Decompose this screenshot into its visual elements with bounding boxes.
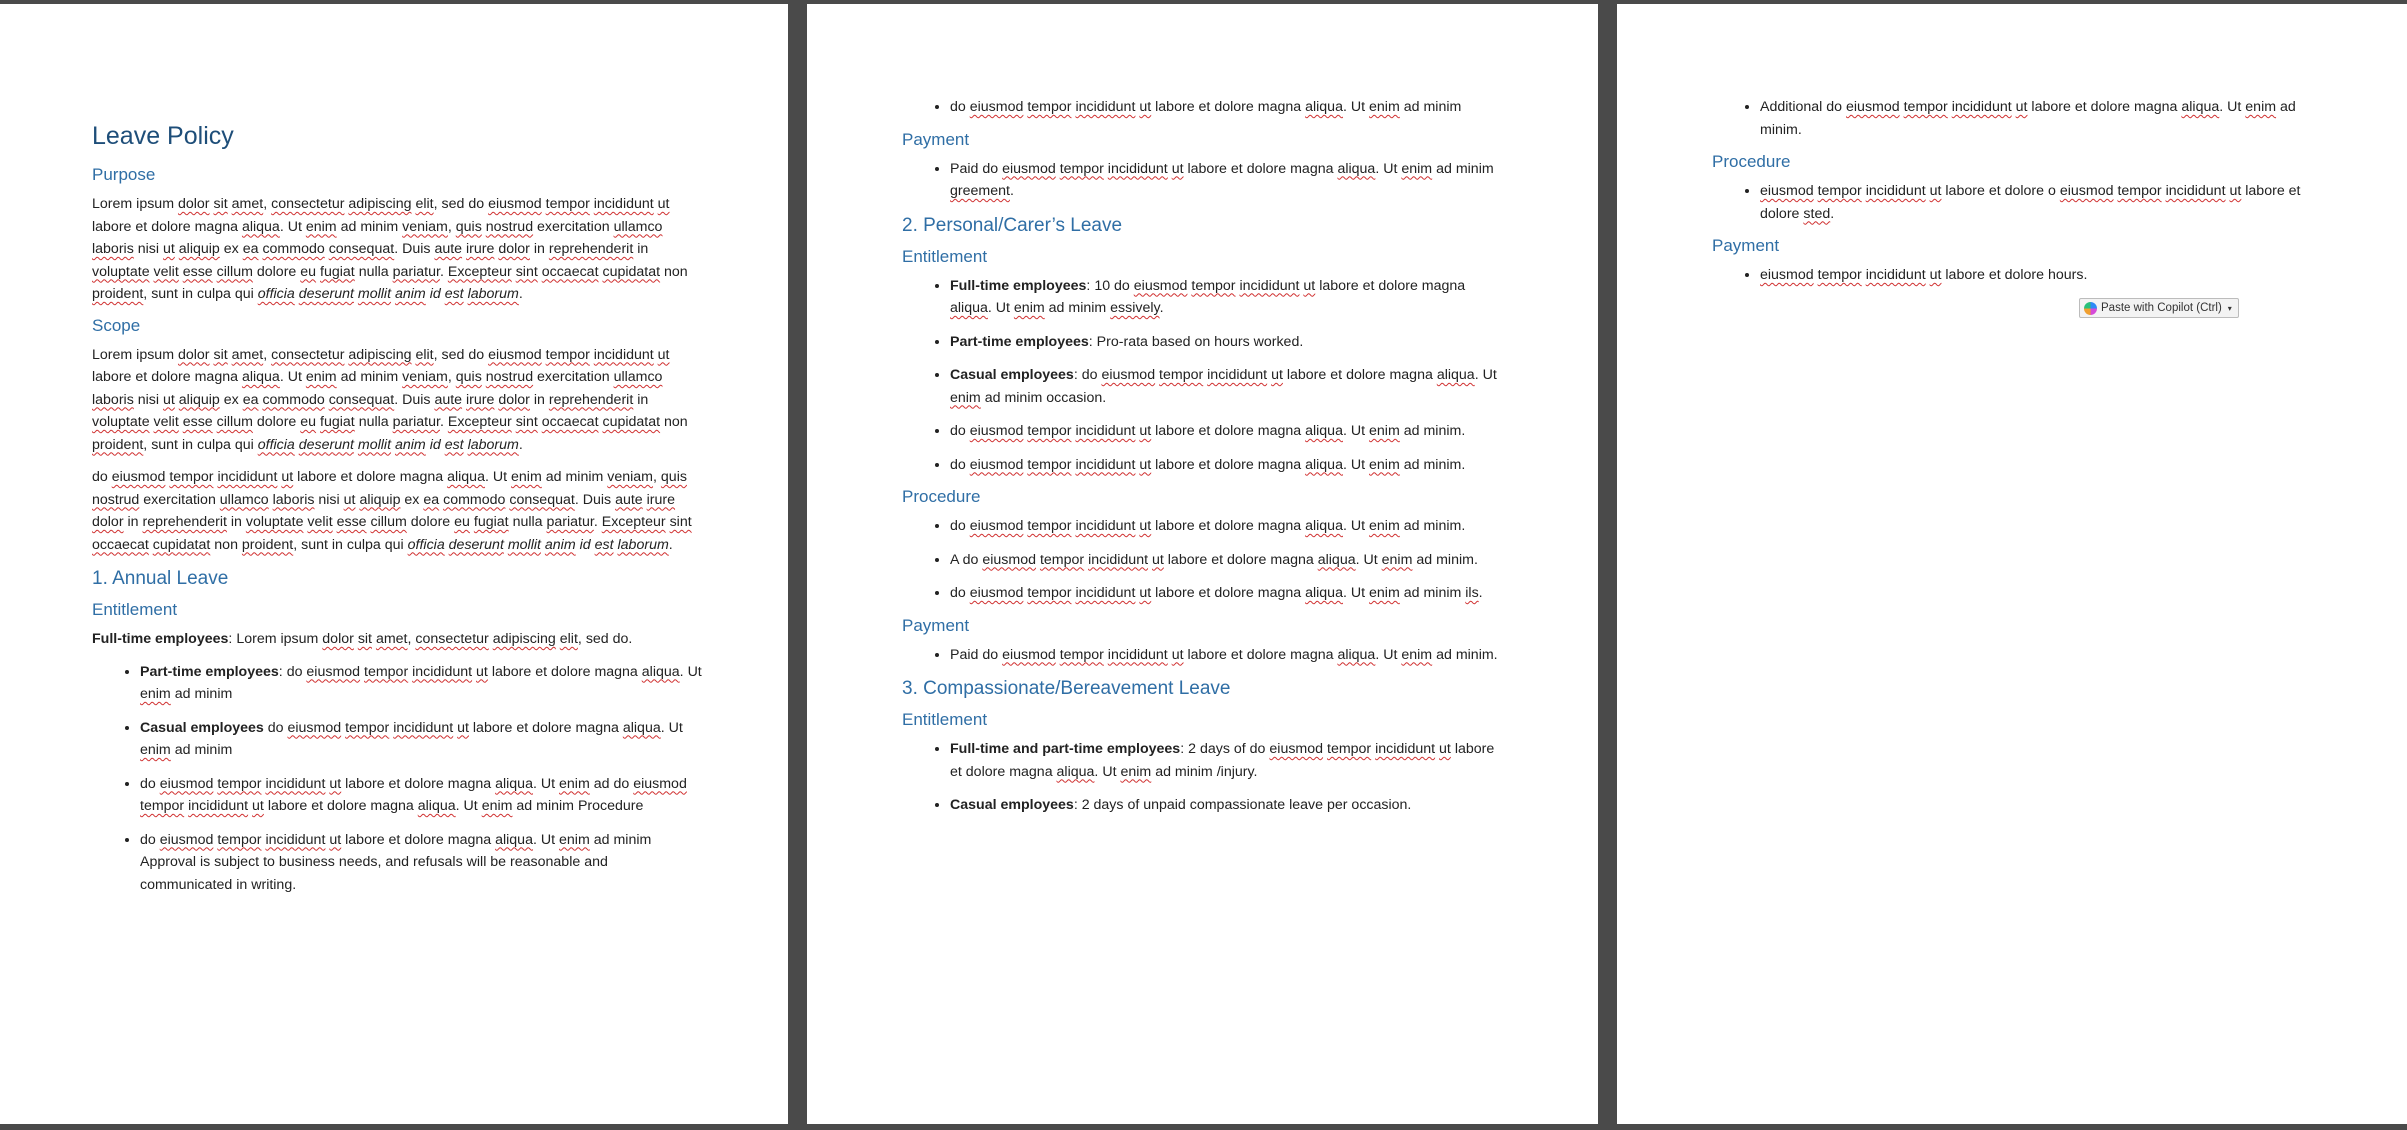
personal-entitlement-list xyxy=(902,275,1502,477)
list-item[interactable]: • Casual employees: do eiusmod tempor incididunt ut labore et dolore magna aliqua. Ut enim ad minim occasion. xyxy=(950,364,1502,409)
list-item[interactable]: • eiusmod tempor incididunt ut labore et dolore o eiusmod tempor incididunt ut labore et dolore sted. xyxy=(1760,180,2312,225)
compassionate-continued-list xyxy=(1712,96,2312,141)
document-title[interactable]: Leave Policy xyxy=(92,122,234,150)
compassionate-payment-list xyxy=(1712,264,2312,287)
compassionate-procedure-list xyxy=(1712,180,2312,225)
annual-entitlement-heading[interactable]: Entitlement xyxy=(92,600,178,619)
compassionate-procedure-heading[interactable]: Procedure xyxy=(1712,152,1791,171)
chevron-down-icon[interactable]: ▾ xyxy=(2227,303,2232,313)
list-item[interactable]: • Full-time and part-time employees: 2 days of do eiusmod tempor incididunt ut labore et dolore magna aliqua. Ut enim ad minim /injury. xyxy=(950,738,1502,783)
personal-entitlement-heading[interactable]: Entitlement xyxy=(902,246,988,266)
compassionate-entitlement-list xyxy=(902,738,1502,817)
list-item[interactable]: • Full-time employees: 10 do eiusmod tempor incididunt ut labore et dolore magna aliqua. Ut enim ad minim essively. xyxy=(950,275,1502,320)
annual-payment-heading[interactable]: Payment xyxy=(902,129,970,149)
paste-with-copilot-label: Paste with Copilot (Ctrl) xyxy=(2101,302,2222,314)
personal-procedure-heading[interactable]: Procedure xyxy=(902,487,981,506)
list-item[interactable]: • A do eiusmod tempor incididunt ut labore et dolore magna aliqua. Ut enim ad minim. xyxy=(950,549,1502,572)
compassionate-entitlement-heading[interactable]: Entitlement xyxy=(902,710,988,729)
scope-paragraph-1[interactable]: Lorem ipsum dolor sit amet, consectetur adipiscing elit, sed do eiusmod tempor incididunt ut labore et dolore magna aliqua. Ut enim ad minim veniam, quis nostrud exercitation ullamco laboris nisi ut aliquip ex ea commodo consequat. Duis aute irure dolor in reprehenderit in voluptate velit esse cillum dolore eu fugiat nulla pariatur. Excepteur sint occaecat cupidatat non proident, sunt in culpa qui officia deserunt mollit anim id est laborum. xyxy=(92,346,688,453)
personal-leave-heading[interactable]: 2. Personal/Carer’s Leave xyxy=(902,214,1123,236)
document-page-1[interactable] xyxy=(0,4,788,1124)
list-item[interactable]: • do eiusmod tempor incididunt ut labore et dolore magna aliqua. Ut enim ad minim Approval is subject to business needs, and refusals will be reasonable and communicated in writing. xyxy=(140,829,702,897)
annual-entitlement-list xyxy=(92,661,702,897)
document-page-2[interactable] xyxy=(807,4,1598,1124)
purpose-heading[interactable]: Purpose xyxy=(92,165,156,184)
compassionate-payment-heading[interactable]: Payment xyxy=(1712,236,1780,255)
personal-payment-heading[interactable]: Payment xyxy=(902,615,970,635)
personal-payment-list xyxy=(902,644,1502,667)
annual-payment-list xyxy=(902,158,1502,203)
list-item[interactable]: • Additional do eiusmod tempor incididunt ut labore et dolore magna aliqua. Ut enim ad minim. xyxy=(1760,96,2312,141)
list-item[interactable]: • Part-time employees: do eiusmod tempor incididunt ut labore et dolore magna aliqua. Ut enim ad minim xyxy=(140,661,702,706)
scope-heading[interactable]: Scope xyxy=(92,315,141,335)
document-page-3[interactable] xyxy=(1617,4,2407,1124)
list-item[interactable]: • Part-time employees: Pro-rata based on hours worked. xyxy=(950,331,1502,354)
list-item[interactable]: • Casual employees: 2 days of unpaid compassionate leave per occasion. xyxy=(950,794,1502,817)
annual-continued-list xyxy=(902,96,1502,119)
copilot-icon xyxy=(2084,302,2097,315)
compassionate-leave-heading[interactable]: 3. Compassionate/Bereavement Leave xyxy=(902,678,1231,699)
personal-procedure-list xyxy=(902,515,1502,605)
list-item[interactable]: • do eiusmod tempor incididunt ut labore et dolore magna aliqua. Ut enim ad minim xyxy=(950,96,1502,119)
list-item[interactable]: • do eiusmod tempor incididunt ut labore et dolore magna aliqua. Ut enim ad minim ils. xyxy=(950,582,1502,605)
list-item[interactable]: • Casual employees do eiusmod tempor incididunt ut labore et dolore magna aliqua. Ut enim ad minim xyxy=(140,717,702,762)
annual-fulltime-paragraph[interactable]: Full-time employees: Lorem ipsum dolor sit amet, consectetur adipiscing elit, sed do. xyxy=(92,631,633,647)
list-item[interactable]: • do eiusmod tempor incididunt ut labore et dolore magna aliqua. Ut enim ad minim. xyxy=(950,454,1502,477)
list-item[interactable]: • Paid do eiusmod tempor incididunt ut labore et dolore magna aliqua. Ut enim ad minim greement. xyxy=(950,158,1502,203)
list-item[interactable]: • do eiusmod tempor incididunt ut labore et dolore magna aliqua. Ut enim ad minim. xyxy=(950,515,1502,538)
scope-paragraph-2[interactable]: do eiusmod tempor incididunt ut labore et dolore magna aliqua. Ut enim ad minim veniam, quis nostrud exercitation ullamco laboris nisi ut aliquip ex ea commodo consequat. Duis aute irure dolor in reprehenderit in voluptate velit esse cillum dolore eu fugiat nulla pariatur. Excepteur sint occaecat cupidatat non proident, sunt in culpa qui officia deserunt mollit anim id est laborum. xyxy=(92,469,692,553)
list-item[interactable]: • do eiusmod tempor incididunt ut labore et dolore magna aliqua. Ut enim ad do eiusmod tempor incididunt ut labore et dolore magna aliqua. Ut enim ad minim Procedure xyxy=(140,773,702,818)
paste-with-copilot-button[interactable] xyxy=(2079,298,2239,318)
annual-leave-heading[interactable]: 1. Annual Leave xyxy=(92,568,229,589)
purpose-paragraph[interactable]: Lorem ipsum dolor sit amet, consectetur adipiscing elit, sed do eiusmod tempor incididunt ut labore et dolore magna aliqua. Ut enim ad minim veniam, quis nostrud exercitation ullamco laboris nisi ut aliquip ex ea commodo consequat. Duis aute irure dolor in reprehenderit in voluptate velit esse cillum dolore eu fugiat nulla pariatur. Excepteur sint occaecat cupidatat non proident, sunt in culpa qui officia deserunt mollit anim id est laborum. xyxy=(92,196,688,302)
list-item[interactable]: • Paid do eiusmod tempor incididunt ut labore et dolore magna aliqua. Ut enim ad minim. xyxy=(950,644,1502,667)
list-item[interactable]: • do eiusmod tempor incididunt ut labore et dolore magna aliqua. Ut enim ad minim. xyxy=(950,420,1502,443)
list-item[interactable]: • eiusmod tempor incididunt ut labore et dolore hours. xyxy=(1760,264,2312,287)
